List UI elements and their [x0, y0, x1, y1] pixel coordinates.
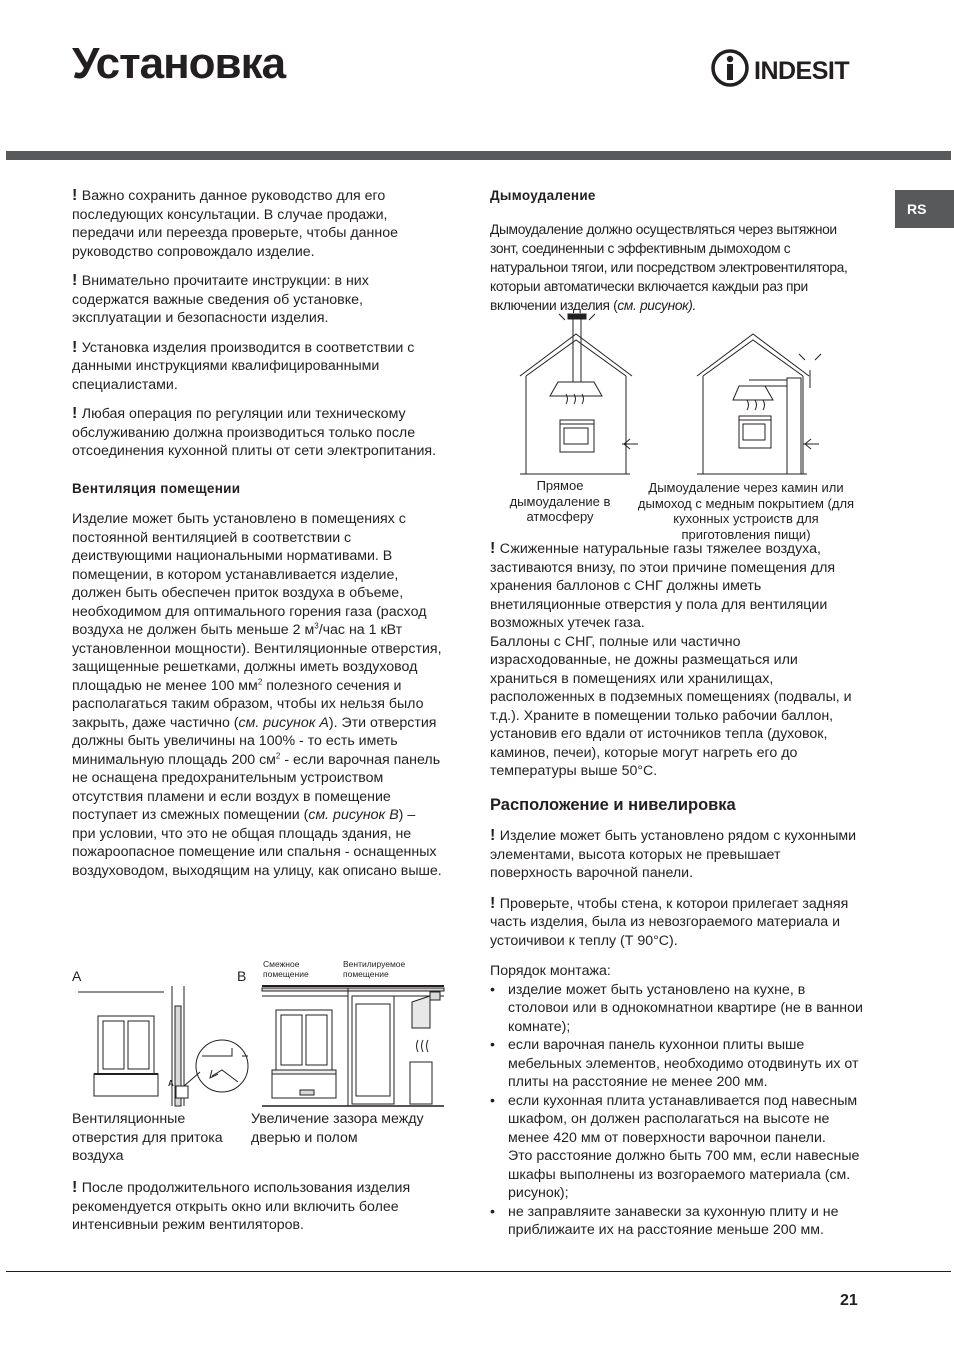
paragraph-maintenance: ! Любая операция по регуляции или техническому обслуживанию должна производиться только после отсоединения кухонной плиты от сети электропитания. [72, 405, 437, 459]
diagram-chimney-caption: Дымоудаление через камин или дымоход с медным покрытием (для кухонных устроиств для приготовления пищи) [637, 480, 855, 542]
ventilation-heading: Вентиляция помещении [72, 480, 241, 496]
language-tab: RS [895, 190, 954, 228]
footer-rule [6, 1271, 951, 1272]
installation-list [490, 981, 865, 1240]
placement-heading: Расположение и нивелировка [490, 795, 736, 814]
figure-a-caption: Вентиляционные отверстия для притока воздуха [72, 1111, 223, 1164]
paragraph-installation: ! Установка изделия производится в соответствии с данными инструкциями квалифицированными специалистами. [72, 338, 415, 393]
right-column-bottom [490, 540, 865, 1240]
diagram-direct-exhaust [518, 312, 638, 477]
brand-name: INDESIT [754, 57, 850, 85]
ventilation-text: Изделие может быть установлено в помещениях с постоянной вентиляцией в соответствии с деиствующими национальными нормативами. В помещении, в котором устанавливается изделие, должен быть обеспечен приток воздуха в объеме, необходимом для оптимального горения газа (расход воздуха не должен быть меньше 2 $м^3$/час на 1 кВт установленнои мощности). Вентиляционные отверстия, защищенные решетками, должны иметь воздуховод площадью не менее 100 $мм^2$ полезного сечения и располагаться таким образом, чтобы их нельзя было закрыть, даже частично (см. рисунок А). Эти отверстия должны быть увеличины на 100% - то есть иметь минимальную площадь 200 $см^2$ - если варочная панель не оснащена предохранительным устроиством отсутствия пламени и если воздух в помещение поступает из смежных помещении (см. рисунок В) – при условии, что это не общая площадь здания, не пожароопасное помещение или спальня - оснащенных воздуховодом, выходящим на улицу, как описано выше. [72, 511, 442, 879]
placement-paragraph-2: ! Проверьте, чтобы стена, к которои прилегает задняя часть изделия, была из невозгораемого материала и устоичивои к теплу (Т 90°С). [490, 894, 849, 949]
placement-paragraph-1: ! Изделие может быть установлено рядом с кухонными элементами, высота которых не превышает поверхность варочной панели. [490, 827, 857, 881]
page-title: Установка [72, 39, 286, 88]
figure-b-adjacent-label: Смежное помещение [263, 959, 309, 979]
figure-a-ventilation-opening [72, 982, 252, 1112]
figure-b-caption: Увеличение зазора между дверью и полом [251, 1111, 424, 1146]
figure-a-letter: A [72, 968, 82, 984]
warning-mark-icon: ! [490, 540, 500, 557]
indesit-logo-icon [710, 48, 870, 90]
paragraph-read-instructions: ! Внимательно прочитаите инструкции: в них содержатся важные сведения об установке, эксплуатации и безопасности изделия. [72, 272, 369, 326]
list-item: • если варочная панель кухоннои плиты выше мебельных элементов, необходимо отодвинуть их от плиты на расстояние не менее 200 мм. [490, 1036, 865, 1092]
diagram-direct-caption: Прямое дымоудаление в атмосферу [509, 478, 611, 524]
warning-mark-icon: ! [72, 1179, 82, 1196]
paragraph-after-use: ! После продолжительного использования изделия рекомендуется открыть окно или включить более интенсивныи режим вентиляторов. [72, 1179, 411, 1233]
right-column-top [490, 187, 865, 315]
smoke-extraction-heading: Дымоудаление [490, 188, 596, 203]
list-item: • изделие может быть установлено на кухне, в столовои или в однокомнатнои квартире (не в ваннои комнате); [490, 981, 865, 1037]
paragraph-keep-manual: ! Важно сохранить данное руководство для его последующих консультации. В случае продажи, передачи или переезда проверьте, чтобы данное руководство сопровождало изделие. [72, 187, 398, 260]
warning-mark-icon: ! [72, 405, 82, 422]
figure-b-ventilated-label: Вентилируемое помещение [343, 959, 406, 979]
page-number: 21 [840, 1292, 858, 1309]
figure-a-small-label: A [168, 1079, 174, 1088]
installation-order-intro: Порядок монтажа: [490, 963, 611, 979]
warning-mark-icon: ! [72, 338, 82, 356]
warning-mark-icon: ! [490, 894, 500, 912]
list-item: • не заправляите занавески за кухонную плиту и не приближаите их на расстояние меньше 200 мм. [490, 1203, 865, 1240]
lpg-paragraph-2: Баллоны с СНГ, полные или частично израсходованные, не дожны размещаться или храниться в помещениях или хранилищах, расположенных в подземных помещениях (подвалы, и т.д.). Храните в помещении только рабочии баллон, установив его вдали от источников тепла (духовок, каминов, печеи), которые могут нагреть его до температуры выше 50°С. [490, 633, 852, 779]
figure-b-letter: B [237, 968, 247, 984]
smoke-extraction-text: Дымоудаление должно осуществляться через вытяжнои зонт, соединенныи с эффективным дымоходом с натуральнои тягои, или посредством электровентилятора, которыи автоматически включается каждыи раз при включении изделия (см. рисунок). [490, 221, 848, 313]
warning-mark-icon: ! [72, 272, 82, 289]
left-column [72, 187, 442, 880]
lpg-paragraph-1: ! Сжиженные натуральные газы тяжелее воздуха, застиваются внизу, по этои причине помещения для хранения баллонов с СНГ должны иметь внетиляционные отверстия у пола для вентиляции возможных утечек газа. [490, 540, 836, 631]
diagram-chimney-exhaust [695, 330, 830, 480]
header-bar [6, 151, 951, 160]
figure-b-door-gap [258, 982, 448, 1112]
warning-mark-icon: ! [72, 187, 82, 204]
list-item: • если кухонная плита устанавливается под навесным шкафом, он должен располагаться на высоте не менее 420 мм от поверхности варочнои панели. Это расстояние должно быть 700 мм, если навесные шкафы выполнены из возгораемого материала (см. рисунок); [490, 1092, 865, 1203]
warning-mark-icon: ! [490, 827, 500, 844]
